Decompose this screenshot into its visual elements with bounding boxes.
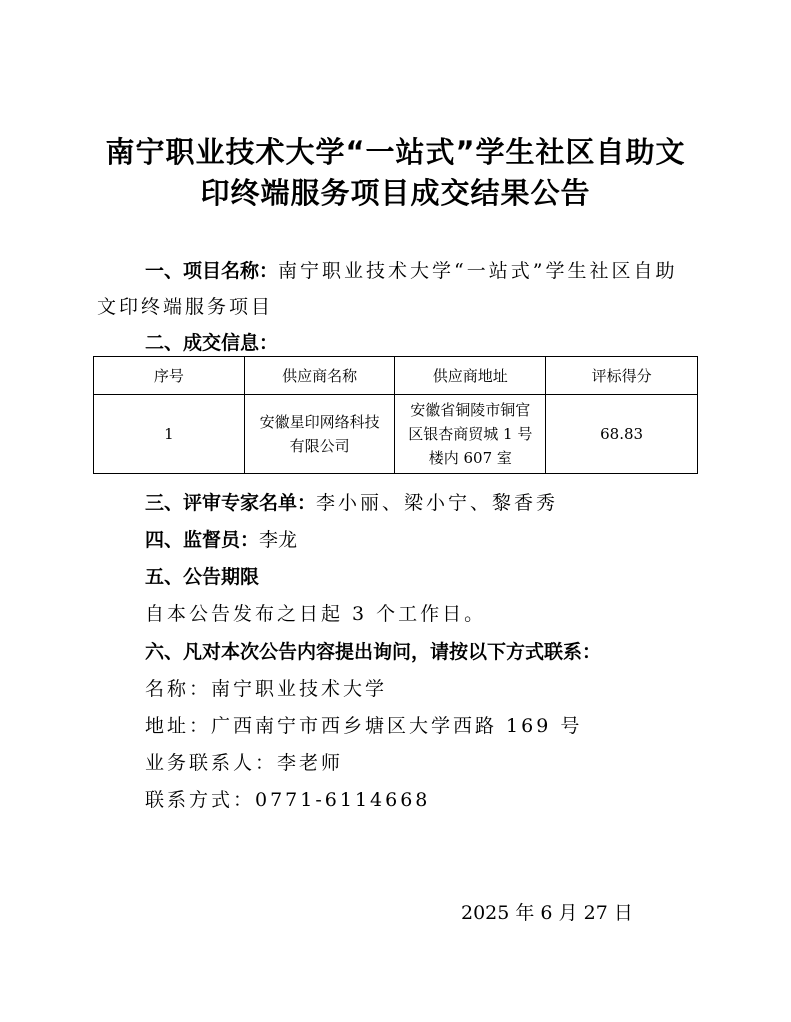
col-header-index: 序号: [94, 357, 245, 395]
contact-phone: 联系方式：0771-6114668: [145, 789, 431, 811]
supplier-name-line1: 安徽星印网络科技: [259, 413, 380, 431]
cell-supplier-name: [244, 395, 395, 474]
cell-supplier-address: [395, 395, 546, 474]
table-row: [94, 395, 698, 474]
contact-name: 名称：南宁职业技术大学: [145, 678, 388, 700]
supplier-name-line2: 有限公司: [289, 437, 350, 455]
cell-index: 1: [94, 395, 245, 474]
col-header-supplier-name: 供应商名称: [244, 357, 395, 395]
address-line3: 楼内 607 室: [428, 449, 512, 467]
project-name-heading: 一、项目名称：: [145, 260, 279, 282]
period-heading: 五、公告期限: [145, 566, 260, 588]
address-line2: 区银杏商贸城 1 号: [408, 425, 533, 443]
project-name-value: 南宁职业技术大学“一站式”学生社区自助: [278, 260, 678, 282]
experts-names: 李小丽、梁小宁、黎香秀: [316, 492, 559, 514]
supervisor-row: [145, 525, 297, 552]
deal-table: [93, 356, 698, 474]
announcement-title-line2: 印终端服务项目成交结果公告: [200, 176, 591, 210]
period-text: 自本公告发布之日起 3 个工作日。: [145, 603, 487, 625]
supervisor-heading: 四、监督员：: [145, 529, 260, 551]
project-name-row: [145, 256, 677, 283]
project-name-value-cont: 文印终端服务项目: [97, 296, 274, 318]
cell-score: 68.83: [546, 395, 698, 474]
col-header-score: 评标得分: [546, 357, 698, 395]
deal-table-header-row: [94, 357, 698, 395]
contact-person: 业务联系人：李老师: [145, 752, 344, 774]
announcement-date: 2025 年 6 月 27 日: [461, 902, 633, 924]
address-line1: 安徽省铜陵市铜官: [410, 401, 531, 419]
announcement-title-line1: 南宁职业技术大学“一站式”学生社区自助文: [105, 135, 686, 169]
contact-address: 地址：广西南宁市西乡塘区大学西路 169 号: [145, 715, 583, 737]
experts-heading: 三、评审专家名单：: [145, 492, 317, 514]
project-name-continued: [97, 292, 273, 319]
supervisor-name: 李龙: [259, 529, 298, 551]
experts-row: [145, 488, 558, 515]
contact-heading: 六、凡对本次公告内容提出询问，请按以下方式联系：: [145, 641, 602, 663]
deal-info-heading: 二、成交信息：: [145, 332, 279, 354]
col-header-supplier-address: 供应商地址: [395, 357, 546, 395]
